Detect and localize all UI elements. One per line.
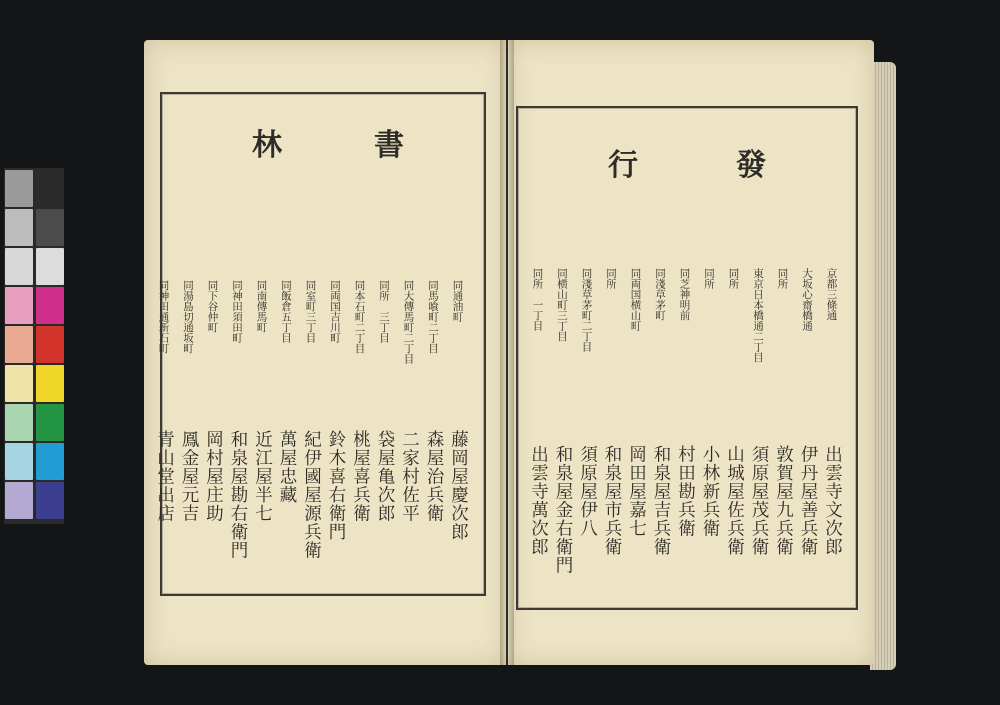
color-swatch <box>5 365 33 402</box>
entry-name: 二家村佐平 <box>399 430 420 523</box>
entry-address: 同両国吉川町 <box>329 280 341 343</box>
color-swatch <box>5 482 33 519</box>
entry-address: 同所 <box>776 268 789 289</box>
entry-address: 同室町三丁目 <box>304 280 317 343</box>
color-checker-card <box>4 168 64 524</box>
entry-name: 桃屋喜兵衛 <box>350 430 371 523</box>
color-swatch <box>5 170 33 207</box>
entry-name: 須原屋伊八 <box>577 445 598 538</box>
entry-name: 出雲寺文次郎 <box>822 445 843 556</box>
color-swatch <box>36 209 64 246</box>
color-swatch <box>36 248 64 285</box>
entry-address: 同所 <box>605 268 617 289</box>
color-swatch <box>5 209 33 246</box>
color-swatch <box>36 404 64 441</box>
color-swatch <box>36 170 64 207</box>
entry-name: 鳳金屋元吉 <box>179 430 199 523</box>
entry-name: 森屋治兵衛 <box>424 430 444 523</box>
entry-name: 小林新兵衛 <box>700 445 720 538</box>
left-page <box>144 40 506 665</box>
entry-address: 同所 三丁目 <box>378 280 390 343</box>
left-title-char-2: 林 <box>252 128 282 163</box>
entry-address: 同神田須田町 <box>231 280 243 343</box>
entry-address: 同通油町 <box>451 280 464 322</box>
color-swatch <box>36 482 64 519</box>
entry-address: 同淺草茅町二丁目 <box>580 268 593 352</box>
entry-address: 同所 <box>703 268 715 289</box>
entry-address: 同芝神明前 <box>678 268 691 321</box>
right-title-char-2: 行 <box>608 148 638 183</box>
entry-name: 伊丹屋善兵衛 <box>798 445 818 556</box>
color-swatch <box>5 248 33 285</box>
open-book <box>140 40 900 670</box>
entry-address: 同大傳馬町二丁目 <box>402 280 415 364</box>
color-swatch <box>36 326 64 363</box>
entry-address: 同本石町二丁目 <box>353 280 366 354</box>
entry-address: 同所 <box>727 268 740 289</box>
entry-address: 同所 一丁目 <box>531 268 544 331</box>
entry-address: 同南傳馬町 <box>255 280 268 333</box>
entry-name: 近江屋半七 <box>252 430 273 523</box>
entry-name: 紀伊國屋源兵衛 <box>301 430 322 560</box>
book-gutter <box>500 40 514 665</box>
color-swatch <box>36 365 64 402</box>
entry-name: 和泉屋勘右衛門 <box>228 430 248 560</box>
entry-address: 同馬喰町二丁目 <box>427 280 439 354</box>
entry-name: 敦賀屋九兵衛 <box>773 445 794 556</box>
entry-name: 萬屋忠藏 <box>277 430 297 504</box>
entry-name: 和泉屋市兵衛 <box>602 445 622 556</box>
entry-name: 和泉屋金右衛門 <box>553 445 573 575</box>
entry-name: 青山堂出店 <box>154 430 175 523</box>
entry-address: 同両国横山町 <box>629 268 642 331</box>
entry-name: 岡村屋庄助 <box>203 430 224 523</box>
right-page <box>508 40 874 665</box>
entry-name: 村田勘兵衛 <box>675 445 696 538</box>
entry-name: 須原屋茂兵衛 <box>749 445 769 556</box>
color-swatch <box>36 287 64 324</box>
color-swatch <box>5 326 33 363</box>
entry-address: 京都三條通 <box>825 268 838 321</box>
entry-address: 東京日本橋通二丁目 <box>752 268 764 363</box>
entry-name: 岡田屋嘉七 <box>626 445 647 538</box>
color-swatch <box>5 287 33 324</box>
entry-address: 同淺草茅町 <box>654 268 666 321</box>
color-swatch <box>5 404 33 441</box>
color-swatch <box>36 443 64 480</box>
entry-name: 鈴木喜右衛門 <box>326 430 346 541</box>
left-title-char-1: 書 <box>374 128 404 163</box>
entry-name: 和泉屋吉兵衛 <box>651 445 671 556</box>
color-swatch <box>5 443 33 480</box>
entry-address: 同神田通新石町 <box>157 280 170 354</box>
entry-address: 大坂心齋橋通 <box>801 268 813 331</box>
entry-name: 山城屋佐兵衛 <box>724 445 745 556</box>
entry-name: 藤岡屋慶次郎 <box>448 430 469 541</box>
right-title-char-1: 發 <box>736 148 766 183</box>
entry-address: 同湯島切通坂町 <box>182 280 194 354</box>
entry-address: 同飯倉五丁目 <box>280 280 292 343</box>
entry-address: 同横山町三丁目 <box>556 268 568 342</box>
entry-name: 袋屋亀次郎 <box>375 430 395 523</box>
entry-address: 同下谷仲町 <box>206 280 219 333</box>
entry-name: 出雲寺萬次郎 <box>528 445 549 556</box>
